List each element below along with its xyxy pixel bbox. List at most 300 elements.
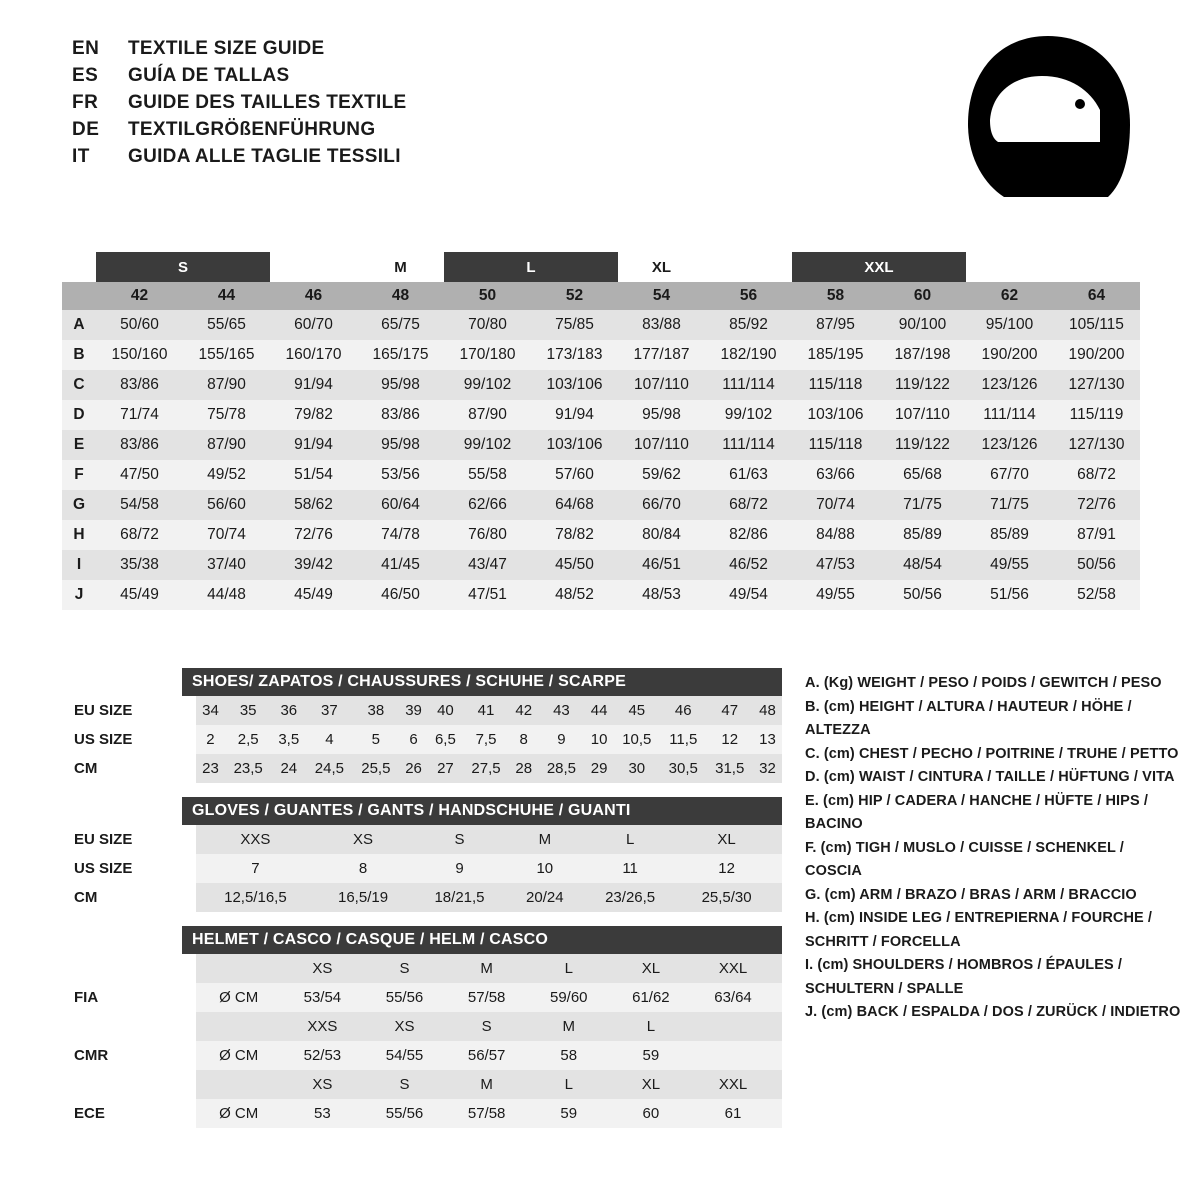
cell: 13 [753,725,782,754]
cell: 39 [399,696,428,725]
table-row [62,490,1140,520]
size-header-cell: 56 [705,282,792,310]
cell: 87/90 [183,370,270,400]
cell: 90/100 [879,310,966,340]
cell: M [446,954,528,983]
cell: 52/53 [281,1041,363,1070]
cell: 59/60 [528,983,610,1012]
cell: 23/26,5 [582,883,678,912]
cell: 127/130 [1053,430,1140,460]
cell [775,854,782,883]
group-cell-empty [62,252,96,282]
cell: 52/58 [1053,580,1140,610]
cell: 107/110 [879,400,966,430]
cell: 61/63 [705,460,792,490]
title-lang-es: ES [72,65,99,86]
cell: 57/60 [531,460,618,490]
cell: 170/180 [444,340,531,370]
cell: 47/51 [444,580,531,610]
cell: 63/66 [792,460,879,490]
cell: 59 [610,1041,692,1070]
cell: 32 [753,754,782,783]
cell: 160/170 [270,340,357,370]
cell: 71/75 [966,490,1053,520]
cell: 7 [196,854,315,883]
cell: L [610,1012,692,1041]
cell: 20/24 [508,883,582,912]
table-row [62,340,1140,370]
cell: 66/70 [618,490,705,520]
helmet-table [62,954,782,1128]
cell: 155/165 [183,340,270,370]
cell: XL [678,825,774,854]
cell: 71/75 [879,490,966,520]
cell: 95/100 [966,310,1053,340]
cell: S [363,1070,445,1099]
title-text-it: GUIDA ALLE TAGLIE TESSILI [128,146,401,167]
cell: 60/64 [357,490,444,520]
cell: 50/60 [96,310,183,340]
cell: 123/126 [966,430,1053,460]
cell: 165/175 [357,340,444,370]
table-row [62,1041,782,1070]
legend-item-c: C. (cm) CHEST / PECHO / POITRINE / TRUHE / PETTO [805,745,1179,762]
cell: XL [610,1070,692,1099]
legend-item-f: F. (cm) TIGH / MUSLO / CUISSE / SCHENKEL / COSCIA [805,839,1124,879]
cell: 58 [528,1041,610,1070]
cell: 119/122 [879,430,966,460]
cell: 83/86 [357,400,444,430]
cell: 35/38 [96,550,183,580]
cell: L [528,954,610,983]
cell: 74/78 [357,520,444,550]
cell: 87/90 [183,430,270,460]
cell: XS [363,1012,445,1041]
size-header-cell: 42 [96,282,183,310]
cell: 11,5 [660,725,706,754]
size-header-cell: 52 [531,282,618,310]
cell: 115/119 [1053,400,1140,430]
row-label: US SIZE [62,725,196,754]
cell: 99/102 [444,430,531,460]
cell: 6,5 [428,725,463,754]
cell: 78/82 [531,520,618,550]
cell: 127/130 [1053,370,1140,400]
cell: 2,5 [225,725,271,754]
cell: S [411,825,507,854]
cell: 9 [538,725,584,754]
legend-item-h: H. (cm) INSIDE LEG / ENTREPIERNA / FOURCHE / SCHRITT / FORCELLA [805,910,1153,950]
cell: 12 [706,725,752,754]
cell: 45 [614,696,660,725]
cell: 72/76 [1053,490,1140,520]
cell: 185/195 [792,340,879,370]
table-row [62,580,1140,610]
cell: 60 [610,1099,692,1128]
size-header-cell: 50 [444,282,531,310]
row-label: CM [62,883,196,912]
row-label: EU SIZE [62,696,196,725]
cell: XS [315,825,411,854]
title-row [72,119,406,146]
group-cell-m: M [357,252,444,282]
cell: 111/114 [705,370,792,400]
cell [692,1041,774,1070]
title-text-es: GUÍA DE TALLAS [128,65,290,86]
cell: 46/52 [705,550,792,580]
group-cell-xl: XL [618,252,705,282]
cell [774,1012,782,1041]
size-header-cell: 62 [966,282,1053,310]
row-label: EU SIZE [62,825,196,854]
cell: 111/114 [966,400,1053,430]
cell: M [508,825,582,854]
row-key: E [62,430,96,460]
cell: M [528,1012,610,1041]
lower-tables [62,668,782,1132]
cell [774,1041,782,1070]
table-row [62,1099,782,1128]
row-key: I [62,550,96,580]
cell: 50/56 [1053,550,1140,580]
cell: 91/94 [270,370,357,400]
cell: 53/54 [281,983,363,1012]
cell [774,983,782,1012]
cell: 115/118 [792,370,879,400]
gloves-section-title: GLOVES / GUANTES / GANTS / HANDSCHUHE / GUANTI [182,797,782,825]
cell: 68/72 [1053,460,1140,490]
cell: 68/72 [705,490,792,520]
cell: 42 [509,696,538,725]
cell: 83/86 [96,430,183,460]
size-header-cell: 58 [792,282,879,310]
cell: 7,5 [463,725,509,754]
cell: 3,5 [271,725,306,754]
cell: 30,5 [660,754,706,783]
cell: 103/106 [531,370,618,400]
cell: 48/52 [531,580,618,610]
legend-item-a: A. (Kg) WEIGHT / PESO / POIDS / GEWITCH / PESO [805,675,1162,691]
row-key: H [62,520,96,550]
size-header-cell: 44 [183,282,270,310]
cell: 62/66 [444,490,531,520]
cell: 85/92 [705,310,792,340]
cell: 177/187 [618,340,705,370]
cell: 80/84 [618,520,705,550]
row-label: ECE [62,1099,196,1128]
table-row [62,460,1140,490]
title-text-de: TEXTILGRÖßENFÜHRUNG [128,119,376,140]
cell: 99/102 [705,400,792,430]
cell: 47/50 [96,460,183,490]
cell: 49/55 [792,580,879,610]
cell: XXL [692,1070,774,1099]
cell: 45/50 [531,550,618,580]
title-lang-it: IT [72,146,90,167]
cell: 64/68 [531,490,618,520]
table-row [62,370,1140,400]
cell: 25,5 [353,754,399,783]
cell: XS [281,1070,363,1099]
helmet-section-title: HELMET / CASCO / CASQUE / HELM / CASCO [182,926,782,954]
cell: 63/64 [692,983,774,1012]
cell: 25,5/30 [678,883,774,912]
cell: 44 [585,696,614,725]
row-key: D [62,400,96,430]
cell: 79/82 [270,400,357,430]
size-header-corner [62,282,96,310]
cell: 87/90 [444,400,531,430]
cell: 57/58 [446,1099,528,1128]
cell: 58/62 [270,490,357,520]
table-row [62,520,1140,550]
group-cell-empty [705,252,792,282]
table-row [62,854,782,883]
cell: 49/55 [966,550,1053,580]
cell-unit: Ø CM [196,983,281,1012]
cell: 91/94 [270,430,357,460]
racing-helmet-icon [958,32,1138,207]
cell: 56/60 [183,490,270,520]
cell: 59 [528,1099,610,1128]
cell: 68/72 [96,520,183,550]
cell: 29 [585,754,614,783]
cell [775,883,782,912]
cell: 47/53 [792,550,879,580]
cell: 71/74 [96,400,183,430]
cell: 40 [428,696,463,725]
cell: 28,5 [538,754,584,783]
row-label: US SIZE [62,854,196,883]
legend-item-g: G. (cm) ARM / BRAZO / BRAS / ARM / BRACCIO [805,886,1137,903]
title-text-en: TEXTILE SIZE GUIDE [128,38,325,59]
title-text-fr: GUIDE DES TAILLES TEXTILE [128,92,407,113]
cell: 50/56 [879,580,966,610]
cell: 107/110 [618,370,705,400]
table-row [62,1070,782,1099]
cell: 34 [196,696,225,725]
table-row [62,983,782,1012]
table-row [62,696,782,725]
cell: 76/80 [444,520,531,550]
legend-item-d: D. (cm) WAIST / CINTURA / TAILLE / HÜFTUNG / VITA [805,769,1175,785]
cell: 55/58 [444,460,531,490]
cell: 65/68 [879,460,966,490]
cell: 43/47 [444,550,531,580]
cell: 85/89 [966,520,1053,550]
cell: M [446,1070,528,1099]
cell: 39/42 [270,550,357,580]
gloves-block [62,797,782,912]
title-row [72,65,406,92]
cell: 75/85 [531,310,618,340]
cell [196,1012,281,1041]
cell: 115/118 [792,430,879,460]
legend-item-e: E. (cm) HIP / CADERA / HANCHE / HÜFTE / HIPS / BACINO [805,792,1148,832]
cell: 24 [271,754,306,783]
cell: 54/58 [96,490,183,520]
cell: 27,5 [463,754,509,783]
table-row [62,430,1140,460]
table-row [62,725,782,754]
cell: 103/106 [792,400,879,430]
cell: 123/126 [966,370,1053,400]
cell: 30 [614,754,660,783]
cell: 87/91 [1053,520,1140,550]
cell: 173/183 [531,340,618,370]
cell: 26 [399,754,428,783]
cell: 8 [509,725,538,754]
cell: 150/160 [96,340,183,370]
cell: 6 [399,725,428,754]
table-row [62,1012,782,1041]
size-group-row [62,252,1140,282]
row-key: G [62,490,96,520]
group-cell-empty [270,252,357,282]
row-label-empty [62,954,196,983]
size-header-cell: 64 [1053,282,1140,310]
cell: 10 [585,725,614,754]
title-lang-en: EN [72,38,100,59]
shoes-table [62,696,782,783]
table-row [62,954,782,983]
cell: 83/86 [96,370,183,400]
cell: 43 [538,696,584,725]
cell: 47 [706,696,752,725]
cell: 95/98 [618,400,705,430]
cell: 61/62 [610,983,692,1012]
cell: 54/55 [363,1041,445,1070]
cell: 60/70 [270,310,357,340]
cell: 83/88 [618,310,705,340]
cell [196,1070,281,1099]
row-label-empty [62,1012,196,1041]
table-row [62,754,782,783]
cell: 67/70 [966,460,1053,490]
table-row [62,550,1140,580]
cell: 95/98 [357,370,444,400]
cell: L [582,825,678,854]
cell: 95/98 [357,430,444,460]
cell: L [528,1070,610,1099]
cell: 119/122 [879,370,966,400]
cell: 56/57 [446,1041,528,1070]
cell: 51/54 [270,460,357,490]
cell: 28 [509,754,538,783]
cell: 41 [463,696,509,725]
cell: 10,5 [614,725,660,754]
cell: 10 [508,854,582,883]
cell: 61 [692,1099,774,1128]
row-key: F [62,460,96,490]
cell: 48/54 [879,550,966,580]
cell: 12,5/16,5 [196,883,315,912]
cell: 49/52 [183,460,270,490]
row-label: CMR [62,1041,196,1070]
cell: 5 [353,725,399,754]
cell: 38 [353,696,399,725]
cell: 48 [753,696,782,725]
cell: 24,5 [306,754,352,783]
cell: 45/49 [270,580,357,610]
cell: 53 [281,1099,363,1128]
size-header-cell: 46 [270,282,357,310]
gloves-table [62,825,782,912]
table-row [62,310,1140,340]
cell [692,1012,774,1041]
cell: 51/56 [966,580,1053,610]
cell: 41/45 [357,550,444,580]
cell: 72/76 [270,520,357,550]
row-label: CM [62,754,196,783]
cell: S [363,954,445,983]
cell: 23,5 [225,754,271,783]
textile-size-table [62,252,1140,610]
cell: 46/50 [357,580,444,610]
cell: XS [281,954,363,983]
cell: 9 [411,854,507,883]
cell: 70/80 [444,310,531,340]
cell: 36 [271,696,306,725]
cell: 55/65 [183,310,270,340]
title-row [72,146,406,173]
row-key: C [62,370,96,400]
cell: XXS [196,825,315,854]
cell: 49/54 [705,580,792,610]
title-row [72,92,406,119]
cell: 35 [225,696,271,725]
cell: 87/95 [792,310,879,340]
cell: 75/78 [183,400,270,430]
cell: 70/74 [792,490,879,520]
cell: 91/94 [531,400,618,430]
title-lang-fr: FR [72,92,99,113]
shoes-section-title: SHOES/ ZAPATOS / CHAUSSURES / SCHUHE / SCARPE [182,668,782,696]
cell: 16,5/19 [315,883,411,912]
row-key: B [62,340,96,370]
cell: 44/48 [183,580,270,610]
cell: 182/190 [705,340,792,370]
row-key: A [62,310,96,340]
cell: 70/74 [183,520,270,550]
cell: 53/56 [357,460,444,490]
cell: 46/51 [618,550,705,580]
group-cell-s: S [96,252,270,282]
cell: 48/53 [618,580,705,610]
size-header-cell: 54 [618,282,705,310]
cell: 190/200 [1053,340,1140,370]
cell: 37 [306,696,352,725]
cell: 18/21,5 [411,883,507,912]
cell: 37/40 [183,550,270,580]
cell [775,825,782,854]
cell: 46 [660,696,706,725]
cell: 84/88 [792,520,879,550]
cell-unit: Ø CM [196,1041,281,1070]
cell [774,954,782,983]
table-row [62,883,782,912]
cell: 12 [678,854,774,883]
cell: 57/58 [446,983,528,1012]
cell-unit: Ø CM [196,1099,281,1128]
cell: 59/62 [618,460,705,490]
cell: S [446,1012,528,1041]
cell: 107/110 [618,430,705,460]
helmet-block [62,926,782,1128]
cell: 45/49 [96,580,183,610]
group-cell-empty [966,252,1053,282]
cell: 55/56 [363,983,445,1012]
